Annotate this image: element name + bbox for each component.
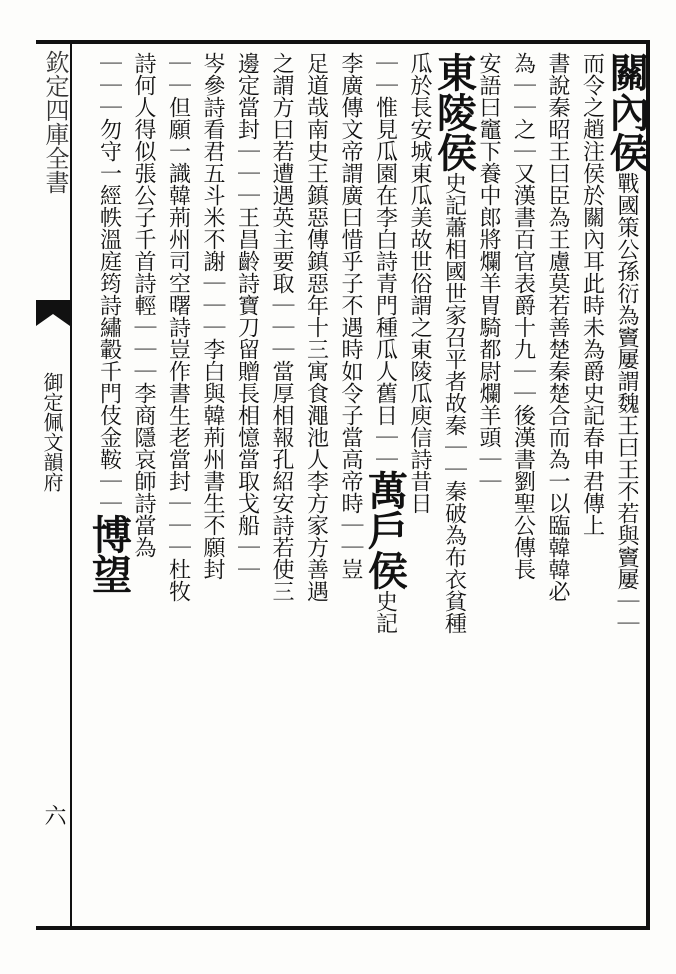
page-number: 六 <box>41 804 66 826</box>
annotation-text: 安語曰竈下養中郎將爛羊胃騎都尉爛羊頭｜｜ <box>476 52 501 492</box>
text-column <box>227 52 267 580</box>
running-title: 欽定四庫全書 <box>41 50 69 194</box>
text-column <box>123 52 163 558</box>
annotation-text: 史記蕭相國世家召平者故秦｜｜秦破為布衣貧種 <box>441 172 467 634</box>
annotation-text: 而令之趙注侯於關內耳此時未為爵史記春申君傳上 <box>579 52 605 536</box>
annotation-text: 戰國策公孫衍為竇屢謂魏王曰王不若與竇屢 <box>614 172 639 590</box>
text-column <box>330 52 370 580</box>
annotation-text: 邊定當封｜｜｜王昌齡詩寶刀留贈長相憶當取戈船｜｜ <box>234 52 260 580</box>
text-column <box>192 52 232 580</box>
fishtail-mark <box>36 300 70 326</box>
entry-heading: 東陵侯 <box>430 52 478 172</box>
text-column <box>572 52 612 536</box>
text-column <box>537 52 577 602</box>
margin-strip <box>36 44 70 924</box>
text-column <box>603 52 650 634</box>
text-column <box>399 52 439 514</box>
annotation-text: 詩何人得似張公子千首詩輕｜｜｜李商隱哀師詩當為 <box>131 52 156 558</box>
text-column <box>158 52 198 602</box>
annotation-text: ｜｜但願一識韓荊州司空曙詩豈作書生老當封｜｜｜杜牧 <box>165 52 191 602</box>
text-column <box>361 52 409 634</box>
annotation-text: 岑參詩看君五斗米不謝｜｜｜李白與韓荊州書生不願封 <box>200 52 225 580</box>
text-column <box>503 52 543 580</box>
top-border <box>36 40 648 44</box>
text-column <box>430 52 478 634</box>
annotation-text: 足道哉南史王鎮惡傳鎮惡年十三寓食澠池人李方家方善遇 <box>303 52 329 602</box>
book-title: 御定佩文韻府 <box>40 372 64 492</box>
annotation-text: ｜｜｜勿守一經帙溫庭筠詩繡轂千門伎金鞍｜｜ <box>96 52 122 514</box>
text-column <box>296 52 336 602</box>
annotation-text: 瓜於長安城東瓜美故世俗謂之東陵瓜庾信詩昔日 <box>407 52 432 514</box>
annotation-text: 李廣傳文帝謂廣曰惜乎子不遇時如令子當高帝時｜｜豈 <box>338 52 363 580</box>
annotation-text: 史記 <box>372 590 398 634</box>
entry-heading: 萬戶侯 <box>361 470 409 590</box>
entry-heading: 關內侯 <box>603 52 650 172</box>
text-column <box>261 52 301 602</box>
annotation-text: 書說秦昭王曰臣為王慮莫若善楚秦楚合而為一以臨韓韓必 <box>545 52 570 602</box>
entry-heading: 博望 <box>85 514 133 594</box>
annotation-text: 為｜｜之｜又漢書百官表爵十九｜｜後漢書劉聖公傳長 <box>510 52 536 580</box>
bottom-border <box>36 926 648 930</box>
annotation-text: ｜｜ <box>614 590 639 634</box>
annotation-text: ｜｜惟見瓜園在李白詩青門種瓜人舊日｜｜ <box>372 52 398 470</box>
text-column <box>85 52 133 594</box>
right-border <box>646 40 650 930</box>
annotation-text: 之謂方曰若遭遇英主要取｜｜｜當厚相報孔紹安詩若使三 <box>269 52 294 602</box>
